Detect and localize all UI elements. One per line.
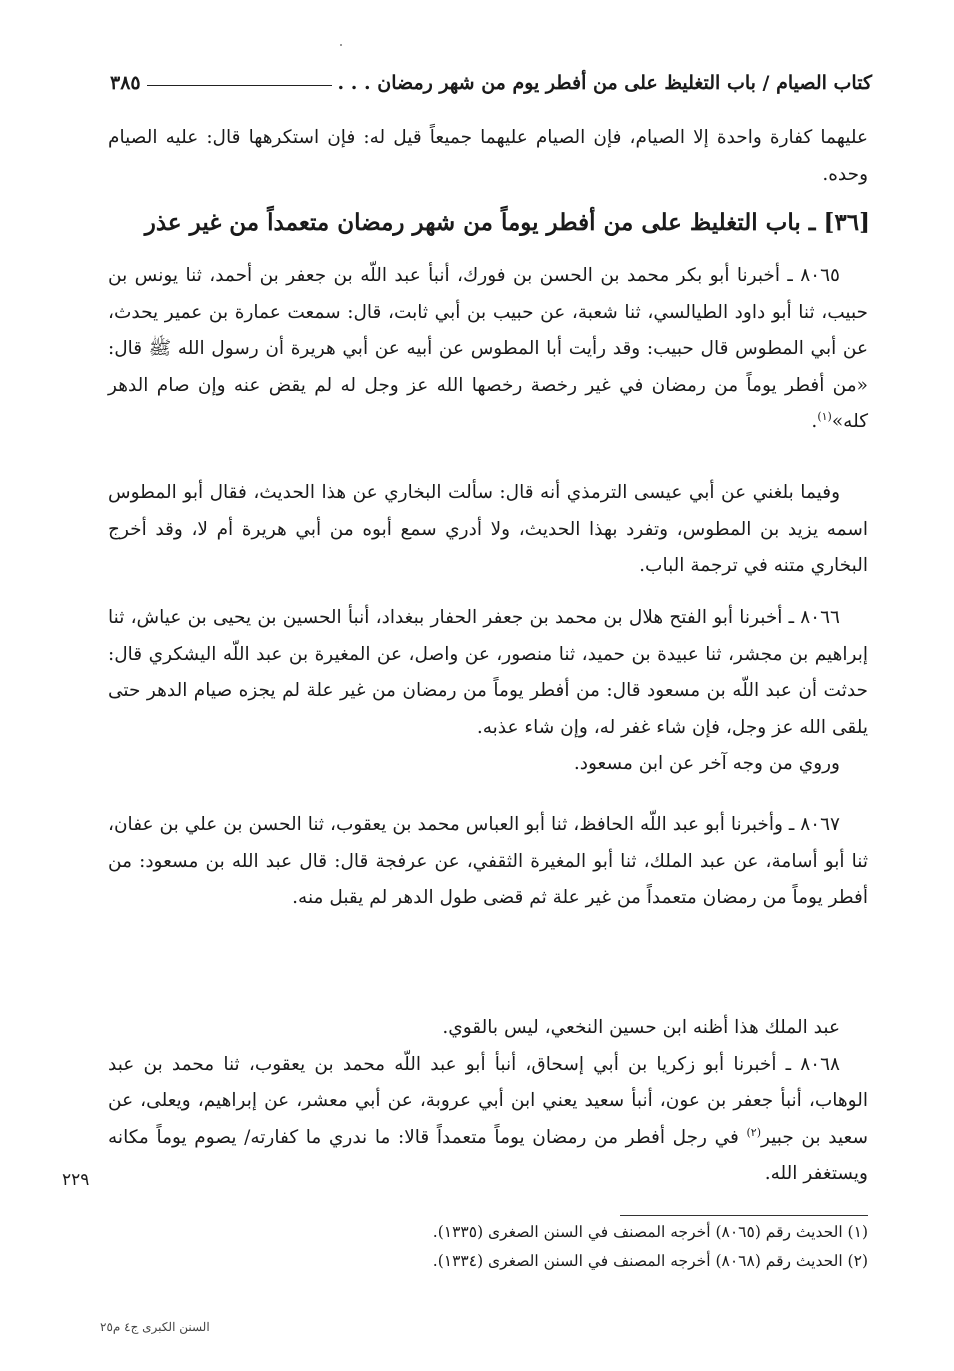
hadith-text: ٨٠٦٥ ـ أخبرنا أبو بكر محمد بن الحسن بن فورك، أنبأ عبد اللّه بن جعفر بن أحمد، ثنا يونس بن حبيب، ثنا أبو داود الطيالسي، ثنا شعبة، عن حبيب بن أبي ثابت، قال: سمعت عمارة بن عمير يحدث، عن أبي المطوس قال حبيب: وقد رأيت أبا المطوس عن أبيه عن أبي هريرة أن رسول الله ﷺ قال: «من أفطر يوماً من رمضان في غير رخصة رخصها الله عز وجل له لم يقض عنه وإن صام الدهر كله» xyxy=(108,265,868,433)
header-rule xyxy=(147,85,332,86)
narrator-note: عبد الملك هذا أظنه ابن حسين النخعي، ليس بالقوي. xyxy=(442,1017,840,1038)
hadith-paragraph: ٨٠٦٦ ـ أخبرنا أبو الفتح هلال بن محمد بن جعفر الحفار ببغداد، أنبأ الحسين بن يحيى بن عياش، ثنا إبراهيم بن مجشر، ثنا عبيدة بن حميد، ثنا منصور، عن واصل، عن المغيرة بن عبد اللّه اليشكري قال: حدثت أن عبد اللّه بن مسعود قال: من أفطر يوماً من رمضان من غير علة لم يجزه صيام الدهر حتى يلقى الله عز وجل، فإن شاء غفر له، وإن شاء عذبه. xyxy=(108,607,868,738)
footnote-marker: (١) xyxy=(817,410,832,424)
hadith-end: في رجل أفطر من رمضان يوماً متعمداً قالا: ما ندري ما كفارته/ يصوم يوماً مكانه ويستغفر الله. xyxy=(108,1126,868,1185)
hadith-paragraph xyxy=(108,258,868,441)
page-number: ٣٨٥ xyxy=(110,72,141,94)
footnote-1: (١) الحديث رقم (٨٠٦٥) أخرجه المصنف في السنن الصغرى (١٣٣٥). xyxy=(432,1223,868,1241)
footnote-2: (٢) الحديث رقم (٨٠٦٨) أخرجه المصنف في السنن الصغرى (١٣٣٤). xyxy=(432,1252,868,1270)
continuation-text xyxy=(108,120,868,193)
continuation-paragraph: عليهما كفارة واحدة إلا الصيام، فإن الصيام عليهما جميعاً قيل له: فإن استكرهها قال: عليه الصيام وحده. xyxy=(108,127,868,185)
narration-note: وروي من وجه آخر عن ابن مسعود. xyxy=(573,753,840,775)
hadith-8065 xyxy=(108,258,868,441)
footnote-divider xyxy=(620,1215,868,1216)
footnote-marker: (٢) xyxy=(746,1125,761,1139)
hadith-end: . xyxy=(811,411,818,433)
chapter-heading: [٣٦] ـ باب التغليظ على من أفطر يوماً من شهر رمضان متعمداً من غير عذر xyxy=(144,209,870,236)
scan-speck xyxy=(340,44,342,46)
running-header xyxy=(110,66,872,100)
running-title: كتاب الصيام / باب التغليظ على من أفطر يوم من شهر رمضان . . . xyxy=(337,72,872,94)
printer-signature: السنن الكبرى ج٤ م٢٥ xyxy=(100,1320,210,1334)
hadith-8068-block xyxy=(108,1010,868,1193)
commentary-paragraph: وفيما بلغني عن أبي عيسى الترمذي أنه قال: سألت البخاري عن هذا الحديث، فقال أبو المطوس اسمه يزيد بن المطوس، وتفرد بهذا الحديث، ولا أدري سمع أبوه من أبي هريرة أم لا، وقد أخرج البخاري متنه في ترجمة الباب. xyxy=(108,482,868,577)
footnotes xyxy=(108,1218,868,1276)
hadith-8068 xyxy=(108,1047,868,1193)
hadith-8066 xyxy=(108,600,868,783)
hadith-text: ٨٠٦٨ ـ أخبرنا أبو زكريا بن أبي إسحاق، أنبأ أبو عبد اللّه محمد بن يعقوب، ثنا محمد بن عبد الوهاب، أنبأ جعفر بن عون، أنبأ سعيد يعني ابن أبي عروبة، عن أبي معشر، عن إبراهيم، ويعلى، عن سعيد بن جبير xyxy=(108,1053,868,1148)
hadith-8067 xyxy=(108,807,868,917)
hadith-paragraph: ٨٠٦٧ ـ وأخبرنا أبو عبد اللّه الحافظ، ثنا أبو العباس محمد بن يعقوب، ثنا الحسن بن علي بن عفان، ثنا أبو أسامة، عن عبد الملك، ثنا أبو المغيرة الثقفي، عن عرفجة قال: قال عبد الله بن مسعود: من أفطر يوماً من رمضان متعمداً من غير علة ثم قضى طول الدهر لم يقبل منه. xyxy=(108,814,868,909)
margin-page-reference: ٢٢٩ xyxy=(62,1170,90,1190)
tirmidhi-commentary xyxy=(108,475,868,585)
